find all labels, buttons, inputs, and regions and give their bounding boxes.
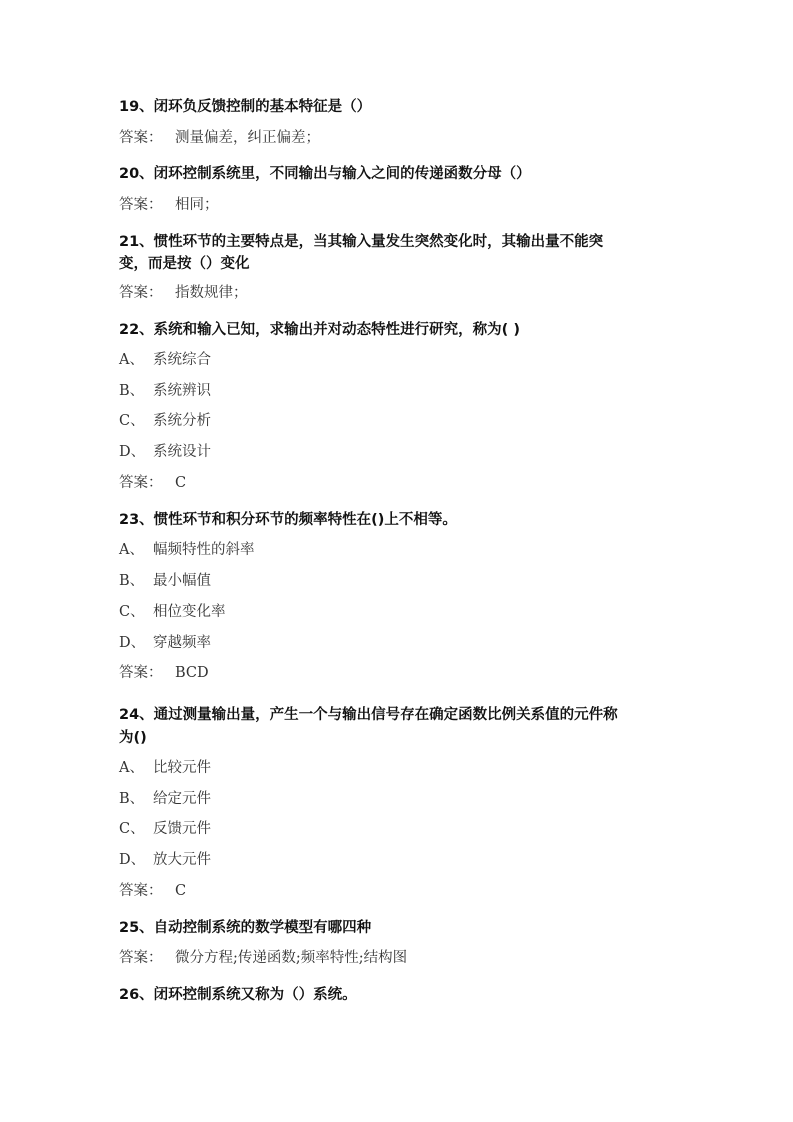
answer-label: 答案：	[119, 665, 163, 681]
option-text: 最小幅值	[153, 573, 211, 589]
option-23-b	[119, 571, 211, 591]
answer-24	[119, 881, 186, 901]
option-text: 放大元件	[153, 852, 211, 868]
answer-label: 答案：	[119, 197, 163, 213]
option-letter: B、	[119, 791, 145, 807]
option-22-b	[119, 381, 211, 401]
option-23-c	[119, 602, 226, 622]
answer-label: 答案：	[119, 950, 163, 966]
question-21-line-2: 变，而是按（）变化	[119, 256, 250, 272]
answer-text: 指数规律；	[175, 285, 248, 301]
question-19: 19、闭环负反馈控制的基本特征是（）	[119, 99, 372, 115]
option-text: 相位变化率	[153, 604, 226, 620]
answer-23	[119, 663, 209, 683]
answer-text: 相同；	[175, 197, 219, 213]
option-24-b	[119, 789, 211, 809]
option-text: 比较元件	[153, 760, 211, 776]
option-letter: D、	[119, 444, 146, 460]
option-text: 系统辨识	[153, 383, 211, 399]
option-text: 系统分析	[153, 413, 211, 429]
option-text: 系统设计	[153, 444, 211, 460]
option-letter: A、	[119, 760, 144, 776]
option-23-d	[119, 633, 211, 653]
option-letter: A、	[119, 542, 144, 558]
option-22-c	[119, 411, 211, 431]
option-letter: B、	[119, 573, 145, 589]
answer-text: BCD	[175, 665, 209, 681]
option-letter: A、	[119, 352, 144, 368]
question-21-line-1: 21、惯性环节的主要特点是，当其输入量发生突然变化时，其输出量不能突	[119, 234, 604, 250]
option-letter: D、	[119, 852, 146, 868]
answer-text: 微分方程;传递函数;频率特性;结构图	[175, 950, 408, 966]
question-20: 20、闭环控制系统里，不同输出与输入之间的传递函数分母（）	[119, 166, 531, 182]
answer-text: C	[175, 883, 187, 899]
question-22: 22、系统和输入已知，求输出并对动态特性进行研究，称为( )	[119, 322, 520, 338]
answer-20	[119, 195, 219, 215]
option-text: 穿越频率	[153, 635, 211, 651]
question-23: 23、惯性环节和积分环节的频率特性在()上不相等。	[119, 512, 457, 528]
answer-text: C	[175, 475, 187, 491]
answer-label: 答案：	[119, 883, 163, 899]
question-24-line-1: 24、通过测量输出量，产生一个与输出信号存在确定函数比例关系值的元件称	[119, 707, 618, 723]
answer-21	[119, 283, 248, 303]
option-24-d	[119, 850, 211, 870]
answer-25	[119, 948, 407, 968]
answer-label: 答案：	[119, 130, 163, 146]
option-letter: B、	[119, 383, 145, 399]
option-letter: C、	[119, 821, 145, 837]
option-23-a	[119, 540, 255, 560]
option-letter: D、	[119, 635, 146, 651]
option-text: 系统综合	[153, 352, 211, 368]
answer-label: 答案：	[119, 285, 163, 301]
option-text: 给定元件	[153, 791, 211, 807]
option-text: 反馈元件	[153, 821, 211, 837]
option-22-d	[119, 442, 211, 462]
option-letter: C、	[119, 413, 145, 429]
answer-22	[119, 473, 186, 493]
option-24-c	[119, 819, 211, 839]
answer-label: 答案：	[119, 475, 163, 491]
question-26: 26、闭环控制系统又称为（）系统。	[119, 987, 357, 1003]
option-22-a	[119, 350, 211, 370]
option-24-a	[119, 758, 211, 778]
option-text: 幅频特性的斜率	[153, 542, 255, 558]
question-24-line-2: 为()	[119, 730, 147, 746]
answer-19	[119, 128, 320, 148]
question-25: 25、自动控制系统的数学模型有哪四种	[119, 920, 372, 936]
answer-text: 测量偏差，纠正偏差；	[175, 130, 320, 146]
option-letter: C、	[119, 604, 145, 620]
